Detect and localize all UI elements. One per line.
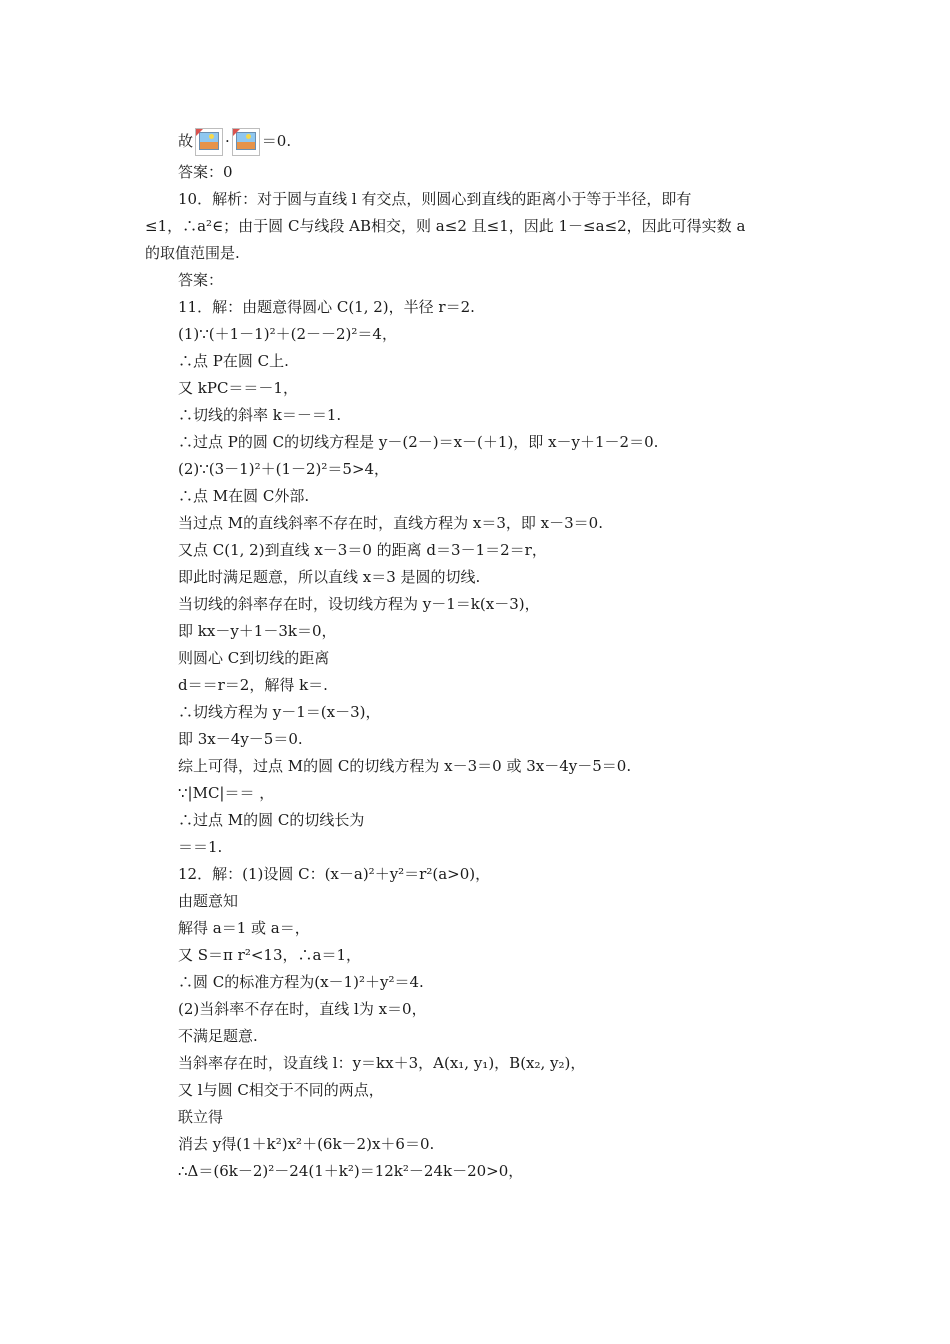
text-line: ∴圆 C的标准方程为(x－1)²＋y²＝4. <box>178 973 424 991</box>
text-line: 由题意知 <box>178 892 239 910</box>
line-text: ＝0. <box>261 132 292 150</box>
text-line: ≤1，∴a²∈；由于圆 C与线段 AB相交，则 a≤2 且≤1，因此 1－≤a≤2，因此可得实数 a <box>145 217 746 235</box>
text-line: (1)∵(＋1－1)²＋(2－－2)²＝4， <box>178 325 397 343</box>
text-line: 又 S＝π r²<13，∴a＝1， <box>178 946 361 964</box>
text-line: ∴切线方程为 y－1＝(x－3)， <box>178 703 381 721</box>
text-line: 即此时满足题意，所以直线 x＝3 是圆的切线. <box>178 568 481 586</box>
text-line <box>178 128 291 148</box>
text-line: 联立得 <box>178 1108 224 1126</box>
text-line: ＝＝1. <box>178 838 223 856</box>
text-line: 即 kx－y＋1－3k＝0， <box>178 622 337 640</box>
text-line: 即 3x－4y－5＝0. <box>178 730 303 748</box>
image-placeholder-icon <box>195 128 223 156</box>
text-line: ∴过点 P的圆 C的切线方程是 y－(2－)＝x－(＋1)，即 x－y＋1－2＝0. <box>178 433 659 451</box>
text-line: d＝＝r＝2，解得 k＝. <box>178 676 328 694</box>
text-line: ∵|MC|＝＝ ， <box>178 784 275 802</box>
text-line: 11．解：由题意得圆心 C(1, 2)，半径 r＝2. <box>178 298 475 316</box>
text-line: 又 kPC＝＝－1， <box>178 379 298 397</box>
text-line: 又点 C(1, 2)到直线 x－3＝0 的距离 d＝3－1＝2＝r， <box>178 541 547 559</box>
text-line: ∴过点 M的圆 C的切线长为 <box>178 811 365 829</box>
text-line: ∴点 M在圆 C外部. <box>178 487 310 505</box>
text-line: 解得 a＝1 或 a＝， <box>178 919 310 937</box>
text-line: 10．解析：对于圆与直线 l 有交点，则圆心到直线的距离小于等于半径，即有 <box>178 190 692 208</box>
line-prefix: 故 <box>178 132 194 150</box>
text-line: 当切线的斜率存在时，设切线方程为 y－1＝k(x－3)， <box>178 595 540 613</box>
text-line: 当过点 M的直线斜率不存在时，直线方程为 x＝3，即 x－3＝0. <box>178 514 603 532</box>
text-line: (2)当斜率不存在时，直线 l为 x＝0， <box>178 1000 427 1018</box>
dot-operator: · <box>225 132 230 150</box>
text-line: ∴Δ＝(6k－2)²－24(1＋k²)＝12k²－24k－20>0， <box>178 1162 524 1180</box>
text-line: 12．解：(1)设圆 C：(x－a)²＋y²＝r²(a>0)， <box>178 865 491 883</box>
text-line: 则圆心 C到切线的距离 <box>178 649 330 667</box>
text-line: 答案：0 <box>178 163 233 181</box>
text-line: 消去 y得(1＋k²)x²＋(6k－2)x＋6＝0. <box>178 1135 435 1153</box>
text-line: ∴切线的斜率 k＝－＝1. <box>178 406 342 424</box>
text-line: ∴点 P在圆 C上. <box>178 352 289 370</box>
text-line: 不满足题意. <box>178 1027 258 1045</box>
text-line: 当斜率存在时，设直线 l：y＝kx＋3，A(x₁, y₁)，B(x₂, y₂)， <box>178 1054 586 1072</box>
text-line: 的取值范围是. <box>145 244 240 262</box>
text-line: 又 l与圆 C相交于不同的两点， <box>178 1081 384 1099</box>
text-line: 答案： <box>178 271 224 289</box>
text-line: (2)∵(3－1)²＋(1－2)²＝5>4， <box>178 460 390 478</box>
image-placeholder-icon <box>232 128 260 156</box>
text-line: 综上可得，过点 M的圆 C的切线方程为 x－3＝0 或 3x－4y－5＝0. <box>178 757 632 775</box>
